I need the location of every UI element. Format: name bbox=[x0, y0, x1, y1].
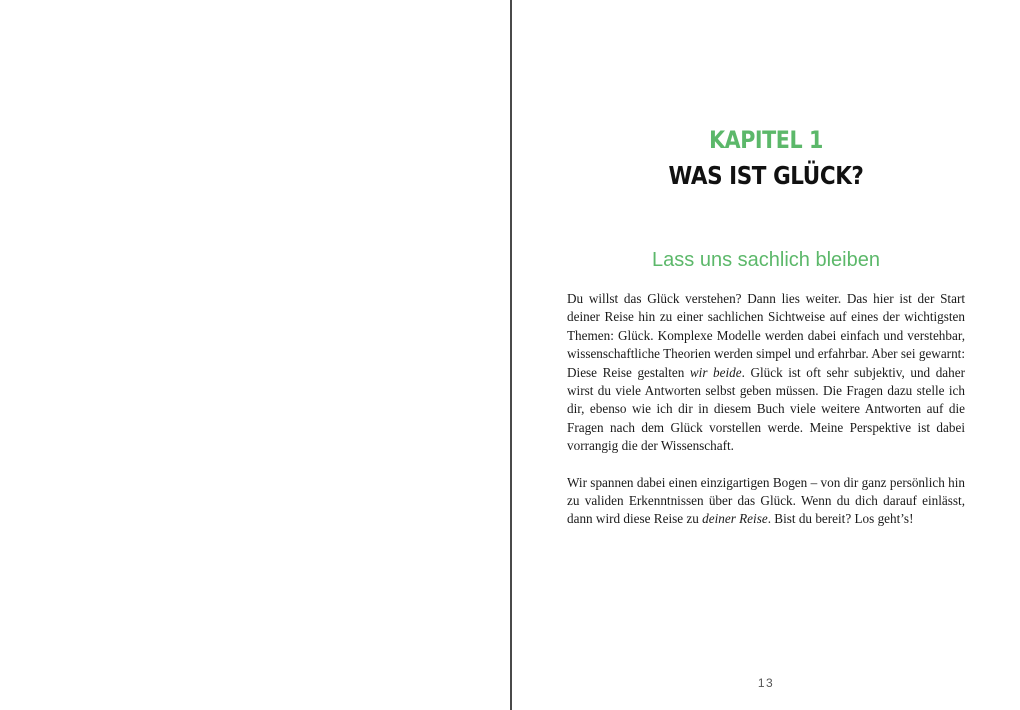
paragraph-2-emphasis: deiner Reise bbox=[702, 511, 768, 527]
paragraph-1-text-a: Du willst das Glück verstehen? Dann lies weiter. Das hier ist der Start deiner Reise hin zu einer sachlichen Sichtweise auf eines der wichtigsten Themen: Glück. Komplexe Modelle werden dabei einfach und verstehbar, wissenschaftliche Theorien werden simpel und erfahrbar. Aber sei gewarnt: Diese Reise gestalten bbox=[567, 291, 965, 380]
section-heading: Lass uns sachlich bleiben bbox=[652, 249, 880, 271]
paragraph-2 bbox=[567, 474, 965, 529]
paragraph-1-text-b: . Glück ist oft sehr subjektiv, und daher wirst du viele Antworten selbst geben müssen. Die Fragen dazu stelle ich dir, ebenso wie ich dir in diesem Buch viele weitere Antworten auf die Fragen nach dem Glück vorstellen werde. Meine Perspektive ist dabei vorrangig die der Wissenschaft. bbox=[567, 364, 966, 454]
paragraph-2-text-a: Wir spannen dabei einen einzigartigen Bogen – von dir ganz persönlich hin zu validen Erkenntnissen über das Glück. Wenn du dich darauf einlässt, dann wird diese Reise zu bbox=[567, 474, 965, 527]
chapter-title: WAS IST GLÜCK? bbox=[668, 161, 864, 190]
page-number: 13 bbox=[757, 676, 775, 690]
paragraph-2-text-b: . Bist du bereit? Los geht’s! bbox=[767, 511, 914, 527]
paragraph-1 bbox=[567, 290, 965, 456]
right-page bbox=[512, 0, 1020, 710]
body-text bbox=[567, 290, 965, 529]
paragraph-1-emphasis: wir beide bbox=[689, 364, 742, 380]
chapter-label: KAPITEL 1 bbox=[709, 126, 823, 154]
